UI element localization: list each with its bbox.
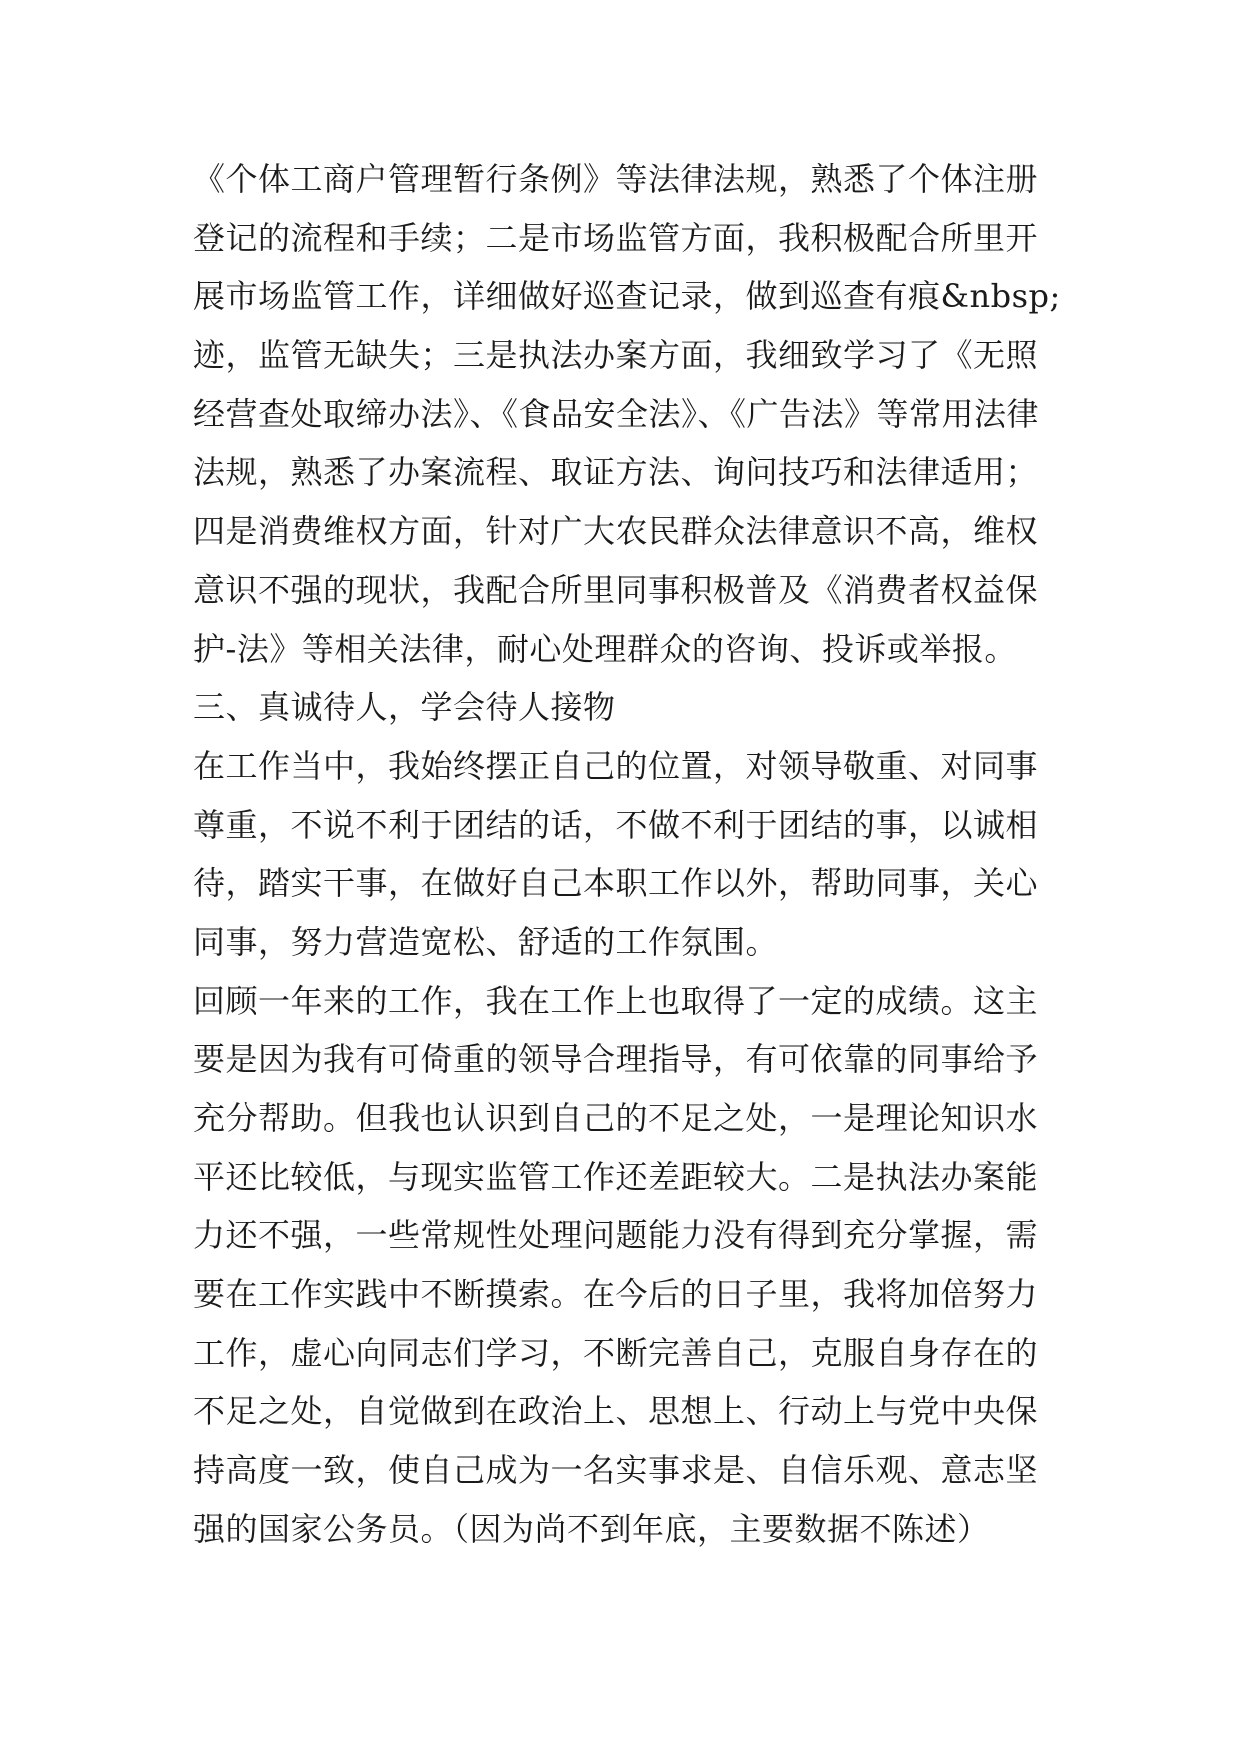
text-line: 工作，虚心向同志们学习，不断完善自己，克服自身存在的: [193, 1333, 1039, 1372]
body-text: [193, 150, 1073, 1559]
text-line: 意识不强的现状，我配合所里同事积极普及《消费者权益保: [193, 570, 1039, 609]
text-line: 护-法》等相关法律，耐心处理群众的咨询、投诉或举报。: [193, 629, 1017, 668]
text-line: 平还比较低，与现实监管工作还差距较大。二是执法办案能: [193, 1157, 1039, 1196]
text-line: 同事，努力营造宽松、舒适的工作氛围。: [193, 922, 779, 961]
text-line: 登记的流程和手续；二是市场监管方面，我积极配合所里开: [193, 218, 1039, 257]
text-line: 强的国家公务员。（因为尚不到年底，主要数据不陈述）: [193, 1509, 990, 1548]
text-line: 迹，监管无缺失；三是执法办案方面，我细致学习了《无照: [193, 336, 1039, 375]
text-line: 待，踏实干事，在做好自己本职工作以外，帮助同事，关心: [193, 864, 1039, 903]
text-line: 法规，熟悉了办案流程、取证方法、询问技巧和法律适用；: [193, 453, 1039, 492]
text-line: 回顾一年来的工作，我在工作上也取得了一定的成绩。这主: [193, 981, 1039, 1020]
text-line: 不足之处，自觉做到在政治上、思想上、行动上与党中央保: [193, 1392, 1039, 1431]
section-heading: 三、真诚待人，学会待人接物: [193, 688, 616, 727]
text-line: 在工作当中，我始终摆正自己的位置，对领导敬重、对同事: [193, 746, 1039, 785]
text-line: 要是因为我有可倚重的领导合理指导，有可依靠的同事给予: [193, 1040, 1039, 1079]
text-line: 《个体工商户管理暂行条例》等法律法规，熟悉了个体注册: [193, 160, 1039, 198]
text-line: 力还不强，一些常规性处理问题能力没有得到充分掌握，需: [193, 1216, 1039, 1255]
text-line: 持高度一致，使自己成为一名实事求是、自信乐观、意志坚: [193, 1451, 1039, 1490]
text-line: 尊重，不说不利于团结的话，不做不利于团结的事，以诚相: [193, 805, 1039, 844]
text-line: 经营查处取缔办法》、《食品安全法》、《广告法》等常用法律: [193, 394, 1040, 433]
text-line: 充分帮助。但我也认识到自己的不足之处，一是理论知识水: [193, 1099, 1039, 1137]
text-line: 要在工作实践中不断摸索。在今后的日子里，我将加倍努力: [193, 1275, 1039, 1314]
text-line: 四是消费维权方面，针对广大农民群众法律意识不高，维权: [193, 512, 1039, 551]
text-line: 展市场监管工作，详细做好巡查记录，做到巡查有痕&nbsp;: [193, 277, 1061, 316]
